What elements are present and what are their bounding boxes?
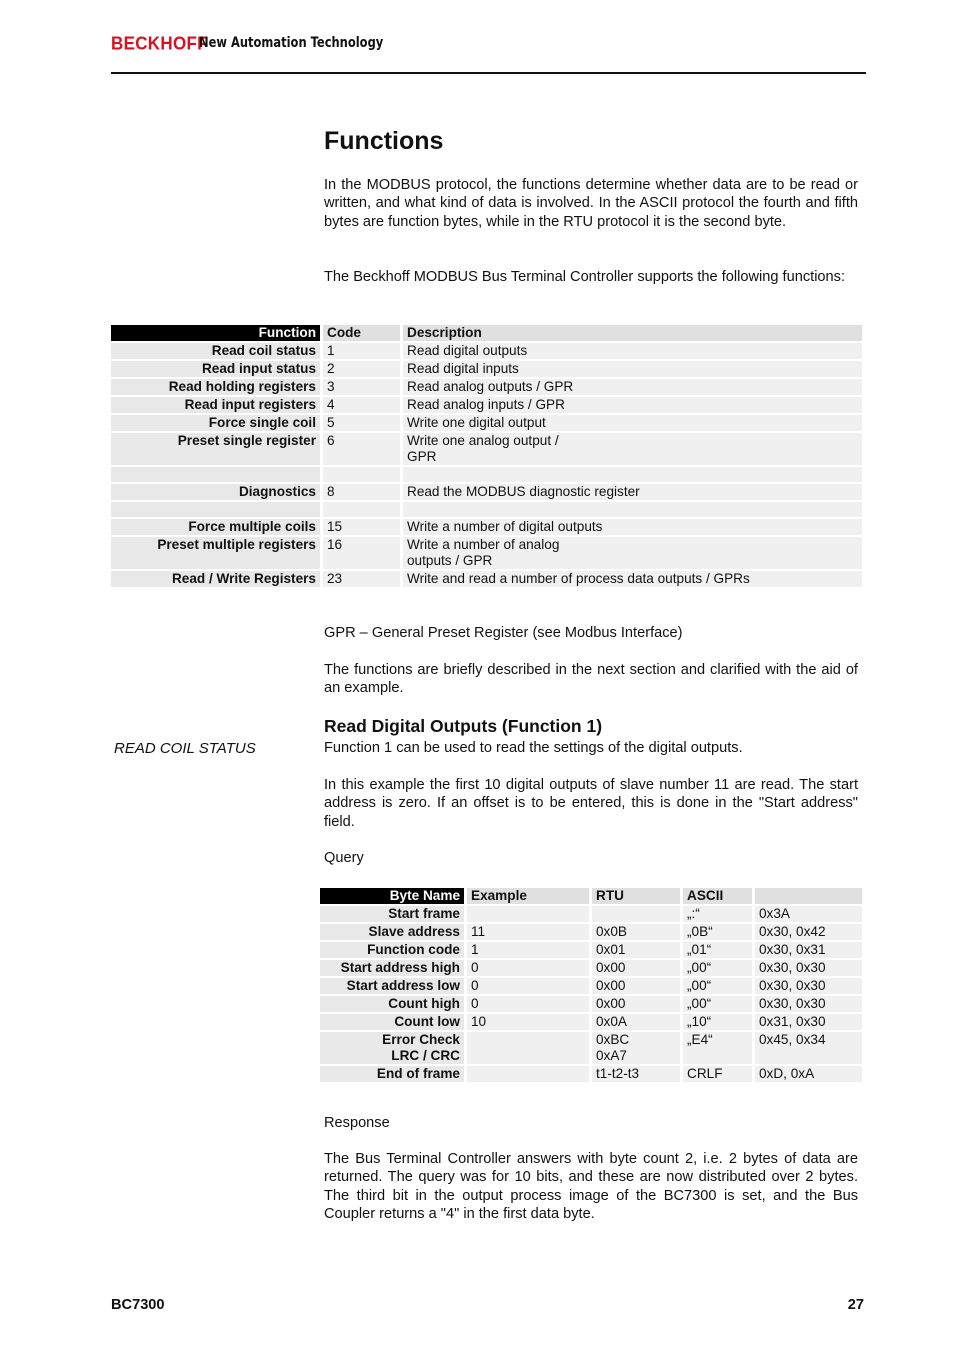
header-ascii-hex [755, 888, 862, 904]
table-row [320, 996, 862, 1012]
function-description-text: Write a number of analog [407, 537, 560, 552]
footer-product: BC7300 [111, 1297, 165, 1313]
ascii-hex-value [755, 942, 862, 958]
header-example-text: Example [471, 888, 527, 903]
ascii-value-text: „01“ [687, 942, 712, 957]
function-code-text: 5 [327, 415, 335, 430]
function-description-text: Read analog outputs / GPR [407, 379, 574, 394]
ascii-value-text: „0B“ [687, 924, 713, 939]
table-header-row [320, 888, 862, 904]
rtu-value [592, 996, 680, 1012]
ascii-value [683, 906, 752, 922]
function-code [323, 397, 400, 413]
function-name-text: Read input status [201, 361, 316, 376]
example-value [467, 942, 589, 958]
byte-name-text: Count low [394, 1014, 460, 1029]
function-code-text: 23 [327, 571, 343, 586]
function-description-text: GPR [407, 449, 437, 464]
function-name [111, 484, 320, 500]
rtu-value-text: 0xA7 [596, 1048, 627, 1063]
rtu-value-text: t1-t2-t3 [596, 1066, 640, 1081]
response-paragraph: The Bus Terminal Controller answers with byte count 2, i.e. 2 bytes of data are returned. The query was for 10 bits, and these are now distributed over 2 bytes. The third bit in the output process image of the BC7300 is set, and the Bus Coupler returns a "4" in the first data byte. [324, 1151, 858, 1223]
function-code-text: 8 [327, 484, 335, 499]
function-description [403, 537, 862, 569]
function-name-text: Preset single register [177, 433, 316, 448]
function-name-text: Read / Write Registers [171, 571, 316, 586]
ascii-hex-value-text: 0x31, 0x30 [759, 1014, 826, 1029]
rtu-value [592, 1066, 680, 1082]
rtu-value-text: 0x00 [596, 996, 626, 1011]
header-description-text: Description [407, 325, 482, 340]
byte-name [320, 942, 464, 958]
table-row [111, 361, 862, 377]
byte-name-text: Function code [367, 942, 460, 957]
function-description-text: Read digital inputs [407, 361, 519, 376]
function-code [323, 484, 400, 500]
byte-name-text: Start address low [346, 978, 460, 993]
function-name [111, 379, 320, 395]
ascii-value-text: „:“ [687, 906, 700, 921]
ascii-value [683, 996, 752, 1012]
brand-logo: BECKHOFF [111, 33, 208, 54]
example-value [467, 1032, 589, 1064]
function-description-text: Write and read a number of process data outputs / GPRs [407, 571, 750, 586]
example-value-text: 11 [471, 924, 486, 939]
ascii-hex-value [755, 906, 862, 922]
function-description-text: Write one analog output / [407, 433, 559, 448]
header-example [467, 888, 589, 904]
function-description [403, 502, 862, 517]
table-row [111, 379, 862, 395]
header-function [111, 325, 320, 341]
ascii-value [683, 924, 752, 940]
function-name-text: Read holding registers [168, 379, 316, 394]
table-row [320, 1032, 862, 1064]
function-name-text: Preset multiple registers [157, 537, 316, 552]
function-name [111, 415, 320, 431]
byte-name [320, 1032, 464, 1064]
function-code [323, 379, 400, 395]
table-row [320, 1014, 862, 1030]
page-title: Functions [324, 127, 444, 155]
byte-name-text: Count high [388, 996, 460, 1011]
function-description [403, 519, 862, 535]
brand-tagline: New Automation Technology [199, 35, 384, 51]
function-description-text: Read the MODBUS diagnostic register [407, 484, 640, 499]
example-value-text: 0 [471, 960, 479, 975]
function-description [403, 571, 862, 587]
table-row [111, 397, 862, 413]
rtu-value-text: 0x01 [596, 942, 626, 957]
example-value [467, 978, 589, 994]
rtu-value [592, 924, 680, 940]
rtu-value [592, 1014, 680, 1030]
function-name-text: Force multiple coils [188, 519, 316, 534]
example-value [467, 1066, 589, 1082]
function-code-text: 16 [327, 537, 343, 552]
function-description [403, 343, 862, 359]
function-code-text: 15 [327, 519, 343, 534]
function-name [111, 571, 320, 587]
rtu-value-text: 0x00 [596, 960, 626, 975]
table-row [111, 433, 862, 465]
example-value [467, 960, 589, 976]
example-value [467, 924, 589, 940]
byte-name [320, 906, 464, 922]
function-code [323, 571, 400, 587]
ascii-hex-value-text: 0x30, 0x30 [759, 996, 826, 1011]
function-name-text: Read input registers [184, 397, 316, 412]
table-row [111, 519, 862, 535]
function-code [323, 433, 400, 465]
example-value-text: 0 [471, 978, 479, 993]
ascii-hex-value [755, 924, 862, 940]
intro-paragraph-1: In the MODBUS protocol, the functions determine whether data are to be read or written, and what kind of data is involved. In the ASCII protocol the fourth and fifth bytes are function bytes, while in the RTU protocol it is the second byte. [324, 177, 858, 230]
function-code [323, 415, 400, 431]
table-row [111, 502, 862, 517]
ascii-hex-value [755, 996, 862, 1012]
ascii-value [683, 1014, 752, 1030]
rtu-value-text: 0x0B [596, 924, 627, 939]
function-code [323, 502, 400, 517]
table-row [320, 1066, 862, 1082]
function-description [403, 484, 862, 500]
ascii-value-text: „00“ [687, 960, 712, 975]
example-value-text: 1 [471, 942, 479, 957]
functions-table [108, 323, 865, 589]
rtu-value-text: 0x00 [596, 978, 626, 993]
ascii-value [683, 960, 752, 976]
byte-name [320, 960, 464, 976]
function-code [323, 361, 400, 377]
byte-name-text: Start address high [340, 960, 460, 975]
function-description-text: Read analog inputs / GPR [407, 397, 565, 412]
ascii-hex-value [755, 1014, 862, 1030]
function-description [403, 415, 862, 431]
function-description [403, 467, 862, 482]
ascii-hex-value [755, 1066, 862, 1082]
ascii-value [683, 1066, 752, 1082]
ascii-hex-value-text: 0x30, 0x42 [759, 924, 826, 939]
byte-name-text: Start frame [388, 906, 460, 921]
rtu-value [592, 1032, 680, 1064]
byte-name [320, 924, 464, 940]
brief-note: The functions are briefly described in the next section and clarified with the aid of an example. [324, 662, 858, 697]
function-description [403, 433, 862, 465]
function-name [111, 467, 320, 482]
section-paragraph-1: Function 1 can be used to read the settings of the digital outputs. [324, 740, 743, 756]
function-description-text: Write a number of digital outputs [407, 519, 603, 534]
function-name-text: Read coil status [211, 343, 316, 358]
ascii-hex-value [755, 960, 862, 976]
header-code [323, 325, 400, 341]
table-row [320, 942, 862, 958]
byte-name-text: LRC / CRC [391, 1048, 460, 1063]
ascii-value-text: „00“ [687, 996, 712, 1011]
gpr-note: GPR – General Preset Register (see Modbus Interface) [324, 625, 683, 641]
ascii-value [683, 978, 752, 994]
ascii-value-text: „00“ [687, 978, 712, 993]
function-name [111, 361, 320, 377]
header-code-text: Code [327, 325, 361, 340]
function-name [111, 397, 320, 413]
ascii-hex-value [755, 1032, 862, 1064]
header-byte-name-text: Byte Name [389, 888, 460, 903]
ascii-value-text: „10“ [687, 1014, 712, 1029]
table-row [320, 978, 862, 994]
table-row [111, 537, 862, 569]
byte-name-text: Slave address [368, 924, 460, 939]
function-code [323, 519, 400, 535]
function-name [111, 433, 320, 465]
header-function-text: Function [258, 325, 316, 340]
table-row [111, 343, 862, 359]
example-value-text: 10 [471, 1014, 487, 1029]
function-code [323, 343, 400, 359]
table-row [320, 960, 862, 976]
byte-name [320, 978, 464, 994]
function-code-text: 1 [327, 343, 335, 358]
example-value-text: 0 [471, 996, 479, 1011]
footer-page-number: 27 [847, 1297, 864, 1313]
function-description-text: Write one digital output [407, 415, 546, 430]
example-value [467, 1014, 589, 1030]
ascii-value-text: „E4“ [687, 1032, 713, 1047]
ascii-hex-value-text: 0xD, 0xA [759, 1066, 815, 1081]
function-code-text: 2 [327, 361, 335, 376]
response-label: Response [324, 1115, 390, 1131]
query-table [317, 886, 865, 1084]
function-name [111, 519, 320, 535]
section-paragraph-2: In this example the first 10 digital outputs of slave number 11 are read. The start address is zero. If an offset is to be entered, this is done in the "Start address" field. [324, 777, 858, 830]
table-row [111, 467, 862, 482]
table-row [320, 924, 862, 940]
ascii-value [683, 1032, 752, 1064]
ascii-value-text: CRLF [687, 1066, 723, 1081]
table-row [111, 571, 862, 587]
rtu-value [592, 978, 680, 994]
function-description [403, 361, 862, 377]
byte-name [320, 996, 464, 1012]
header-ascii [683, 888, 752, 904]
header-rtu-text: RTU [596, 888, 624, 903]
function-description-text: outputs / GPR [407, 553, 493, 568]
ascii-hex-value-text: 0x3A [759, 906, 790, 921]
function-name-text: Diagnostics [238, 484, 316, 499]
function-code-text: 3 [327, 379, 335, 394]
function-description-text: Read digital outputs [407, 343, 528, 358]
function-name [111, 537, 320, 569]
header-description [403, 325, 862, 341]
function-description [403, 379, 862, 395]
example-value [467, 996, 589, 1012]
table-row [320, 906, 862, 922]
header-ascii-text: ASCII [687, 888, 724, 903]
ascii-value [683, 942, 752, 958]
rtu-value-text: 0x0A [596, 1014, 627, 1029]
page-header [111, 30, 866, 74]
function-code-text: 6 [327, 433, 335, 448]
intro-paragraph-2: The Beckhoff MODBUS Bus Terminal Controller supports the following functions: [324, 269, 846, 285]
rtu-value [592, 942, 680, 958]
ascii-hex-value-text: 0x45, 0x34 [759, 1032, 826, 1047]
function-code [323, 537, 400, 569]
byte-name [320, 1066, 464, 1082]
table-row [111, 484, 862, 500]
function-name-text: Force single coil [208, 415, 316, 430]
example-value [467, 906, 589, 922]
rtu-value-text: 0xBC [596, 1032, 630, 1047]
rtu-value [592, 960, 680, 976]
table-header-row [111, 325, 862, 341]
rtu-value [592, 906, 680, 922]
ascii-hex-value-text: 0x30, 0x30 [759, 960, 826, 975]
byte-name-text: Error Check [382, 1032, 460, 1047]
header-byte-name [320, 888, 464, 904]
query-label: Query [324, 850, 364, 866]
function-code-text: 4 [327, 397, 335, 412]
ascii-hex-value-text: 0x30, 0x31 [759, 942, 826, 957]
function-code [323, 467, 400, 482]
ascii-hex-value-text: 0x30, 0x30 [759, 978, 826, 993]
byte-name [320, 1014, 464, 1030]
section-title: Read Digital Outputs (Function 1) [324, 716, 603, 736]
ascii-hex-value [755, 978, 862, 994]
byte-name-text: End of frame [376, 1066, 460, 1081]
side-label: READ COIL STATUS [114, 740, 256, 757]
function-name [111, 343, 320, 359]
table-row [111, 415, 862, 431]
function-description [403, 397, 862, 413]
function-name [111, 502, 320, 517]
header-rtu [592, 888, 680, 904]
